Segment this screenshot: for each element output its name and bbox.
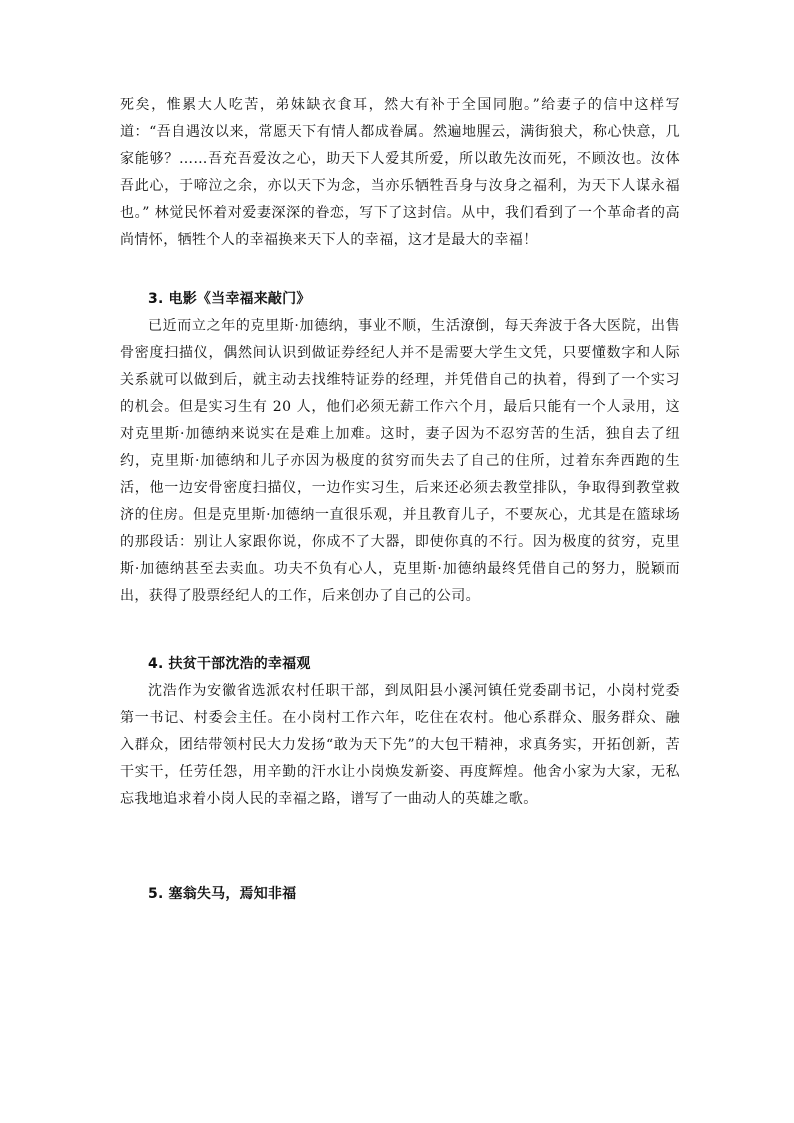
- document-page: [120, 92, 680, 908]
- section-heading-3: 3. 电影《当幸福来敲门》: [148, 291, 311, 307]
- paragraph-intro: 死矣，惟累大人吃苦，弟妹缺衣食耳，然大有补于全国同胞。”给妻子的信中这样写道：“吾自遇汝以来，常愿天下有情人都成眷属。然遍地腥云，满街狼犬，称心快意，几家能够？……吾充吾爱汝之心，助天下人爱其所爱，所以敢先汝而死，不顾汝也。汝体吾此心，于啼泣之余，亦以天下为念，当亦乐牺牲吾身与汝身之福利，为天下人谋永福也。” 林觉民怀着对爱妻深深的眷恋，写下了这封信。从中，我们看到了一个革命者的高尚情怀，牺牲个人的幸福换来天下人的幸福，这才是最大的幸福！: [120, 97, 680, 248]
- paragraph-section-3: 已近而立之年的克里斯·加德纳，事业不顺，生活潦倒，每天奔波于各大医院，出售骨密度扫描仪，偶然间认识到做证券经纪人并不是需要大学生文凭，只要懂数字和人际关系就可以做到后，就主动去找维特证券的经理，并凭借自己的执着，得到了一个实习的机会。但是实习生有 20 人，他们必须无薪工作六个月，最后只能有一个人录用，这对克里斯·加德纳来说实在是难上加难。这时，妻子因为不忍穷苦的生活，独自去了纽约，克里斯·加德纳和儿子亦因为极度的贫穷而失去了自己的住所，过着东奔西跑的生活，他一边安骨密度扫描仪，一边作实习生，后来还必须去教堂排队，争取得到教堂救济的住房。但是克里斯·加德纳一直很乐观，并且教育儿子，不要灰心，尤其是在篮球场的那段话：别让人家跟你说，你成不了大器，即使你真的不行。因为极度的贫穷，克里斯·加德纳甚至去卖血。功夫不负有心人，克里斯·加德纳最终凭借自己的努力，脱颖而出，获得了股票经纪人的工作，后来创办了自己的公司。: [120, 318, 680, 604]
- section-heading-5: 5. 塞翁失马，焉知非福: [148, 886, 297, 902]
- section-heading-4: 4. 扶贫干部沈浩的幸福观: [148, 656, 311, 672]
- paragraph-section-4: 沈浩作为安徽省选派农村任职干部，到凤阳县小溪河镇任党委副书记，小岗村党委第一书记、村委会主任。在小岗村工作六年，吃住在农村。他心系群众、服务群众、融入群众，团结带领村民大力发扬“敢为天下先”的大包干精神，求真务实，开拓创新，苦干实干，任劳任怨，用辛勤的汗水让小岗焕发新姿、再度辉煌。他舍小家为大家，无私忘我地追求着小岗人民的幸福之路，谱写了一曲动人的英雄之歌。: [120, 683, 680, 807]
